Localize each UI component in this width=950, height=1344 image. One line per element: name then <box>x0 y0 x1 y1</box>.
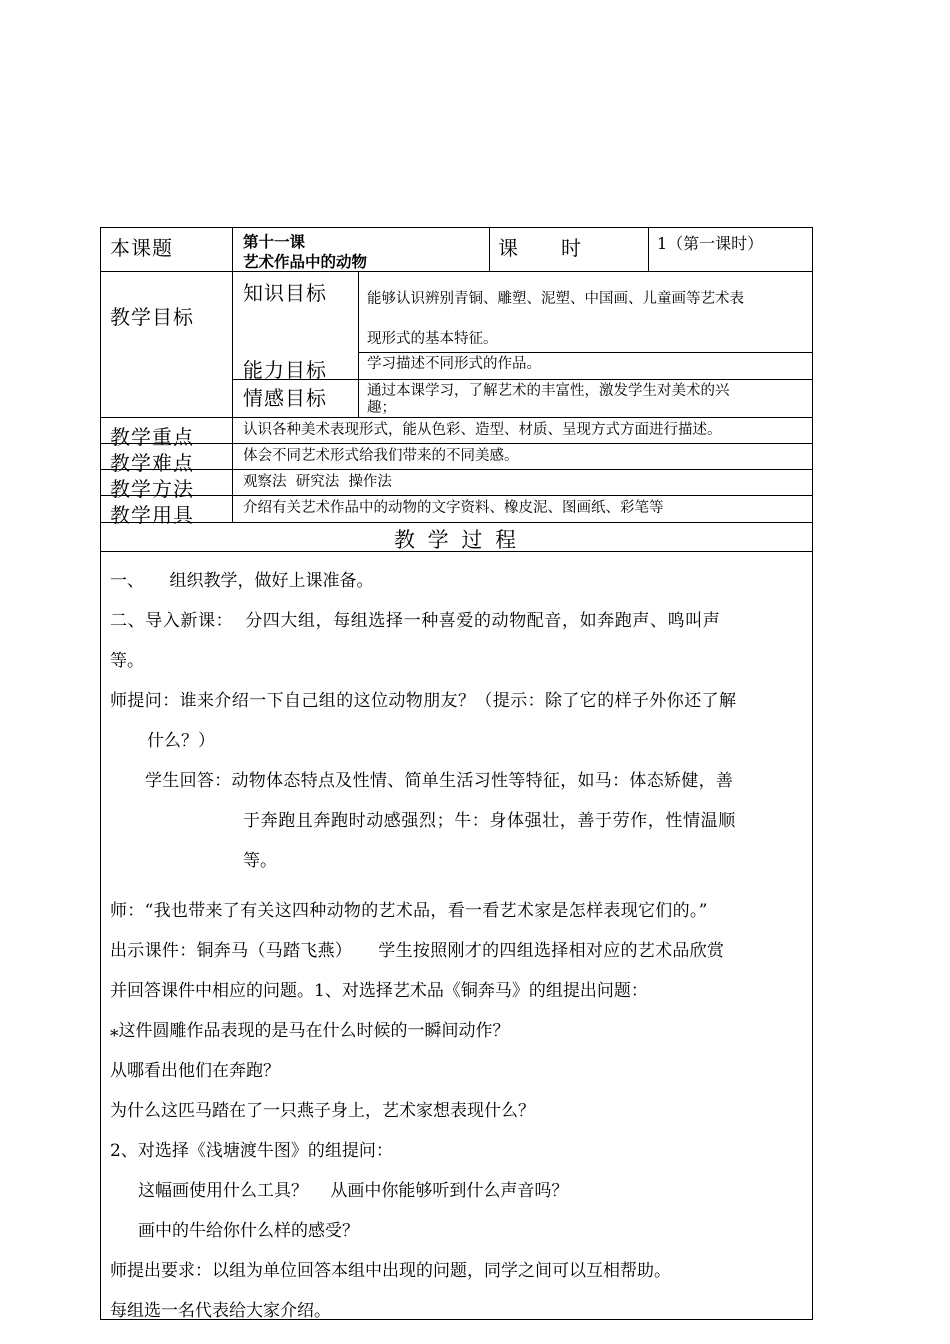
process-title: 教 学 过 程 <box>393 528 520 552</box>
process-line: 师：“我也带来了有关这四种动物的艺术品，看一看艺术家是怎样表现它们的。” <box>110 901 708 921</box>
table-border-right <box>812 227 813 1320</box>
column-divider <box>358 271 359 417</box>
key-point-label: 教学重点 <box>110 425 194 449</box>
process-line: 每组选一名代表给大家介绍。 <box>110 1301 331 1321</box>
knowledge-text-line1: 能够认识辨别青铜、雕塑、泥塑、中国画、儿童画等艺术表 <box>367 291 744 307</box>
process-line: 师提出要求：以组为单位回答本组中出现的问题，同学之间可以互相帮助。 <box>110 1261 671 1281</box>
topic-label: 本课题 <box>110 236 173 260</box>
row-divider <box>100 469 813 470</box>
process-line: 这幅画使用什么工具？ 从画中你能够听到什么声音吗？ <box>138 1181 569 1201</box>
process-line: 学生回答：动物体态特点及性情、简单生活习性等特征，如马：体态矫健，善 <box>145 771 734 791</box>
knowledge-label: 知识目标 <box>243 281 327 305</box>
difficulty-text: 体会不同艺术形式给我们带来的不同美感。 <box>243 448 519 464</box>
process-line: 师提问：谁来介绍一下自己组的这位动物朋友？（提示：除了它的样子外你还了解 <box>110 691 737 711</box>
key-point-text: 认识各种美术表现形式，能从色彩、造型、材质、呈现方式方面进行描述。 <box>243 422 722 438</box>
emotion-label: 情感目标 <box>243 386 327 410</box>
table-border-top <box>100 227 813 228</box>
lesson-number: 第十一课 <box>243 232 306 251</box>
column-divider <box>232 227 233 522</box>
process-line: 什么？） <box>147 731 215 751</box>
emotion-text-line2: 趣； <box>367 400 396 416</box>
period-label: 课 时 <box>498 236 582 260</box>
objectives-label: 教学目标 <box>110 305 194 329</box>
process-line: ⁎这件圆雕作品表现的是马在什么时候的一瞬间动作？ <box>110 1021 510 1041</box>
process-line: 出示课件：铜奔马（马踏飞燕） 学生按照刚才的四组选择相对应的艺术品欣赏 <box>110 941 725 961</box>
process-line: 并回答课件中相应的问题。1、对选择艺术品《铜奔马》的组提出问题： <box>110 981 648 1001</box>
period-value: 1（第一课时） <box>657 234 764 253</box>
method-text: 观察法 研究法 操作法 <box>243 474 392 490</box>
ability-text: 学习描述不同形式的作品。 <box>367 356 541 372</box>
process-line: 为什么这匹马踏在了一只燕子身上，艺术家想表现什么？ <box>110 1101 535 1121</box>
process-line: 2、对选择《浅塘渡牛图》的组提问： <box>110 1141 393 1161</box>
process-line: 画中的牛给你什么样的感受？ <box>138 1221 359 1241</box>
process-line: 从哪看出他们在奔跑？ <box>110 1061 280 1081</box>
emotion-text-line1: 通过本课学习，了解艺术的丰富性，激发学生对美术的兴 <box>367 383 730 399</box>
column-divider <box>489 227 490 271</box>
process-line: 二、导入新课： 分四大组，每组选择一种喜爱的动物配音，如奔跑声、鸣叫声 <box>110 611 721 631</box>
ability-label: 能力目标 <box>243 358 327 382</box>
knowledge-text-line2: 现形式的基本特征。 <box>367 331 498 347</box>
difficulty-label: 教学难点 <box>110 451 194 475</box>
row-divider <box>100 522 813 523</box>
tools-text: 介绍有关艺术作品中的动物的文字资料、橡皮泥、图画纸、彩笔等 <box>243 500 664 516</box>
tools-label: 教学用具 <box>110 503 194 527</box>
row-divider <box>100 271 813 272</box>
lesson-title: 艺术作品中的动物 <box>243 252 368 271</box>
method-label: 教学方法 <box>110 477 194 501</box>
process-line: 一、 组织教学，做好上课准备。 <box>110 571 374 591</box>
process-line: 等。 <box>243 851 277 871</box>
table-border-left <box>100 227 101 1320</box>
column-divider <box>648 227 649 271</box>
process-line: 等。 <box>110 651 144 671</box>
process-line: 于奔跑且奔跑时动感强烈；牛：身体强壮，善于劳作，性情温顺 <box>243 811 736 831</box>
